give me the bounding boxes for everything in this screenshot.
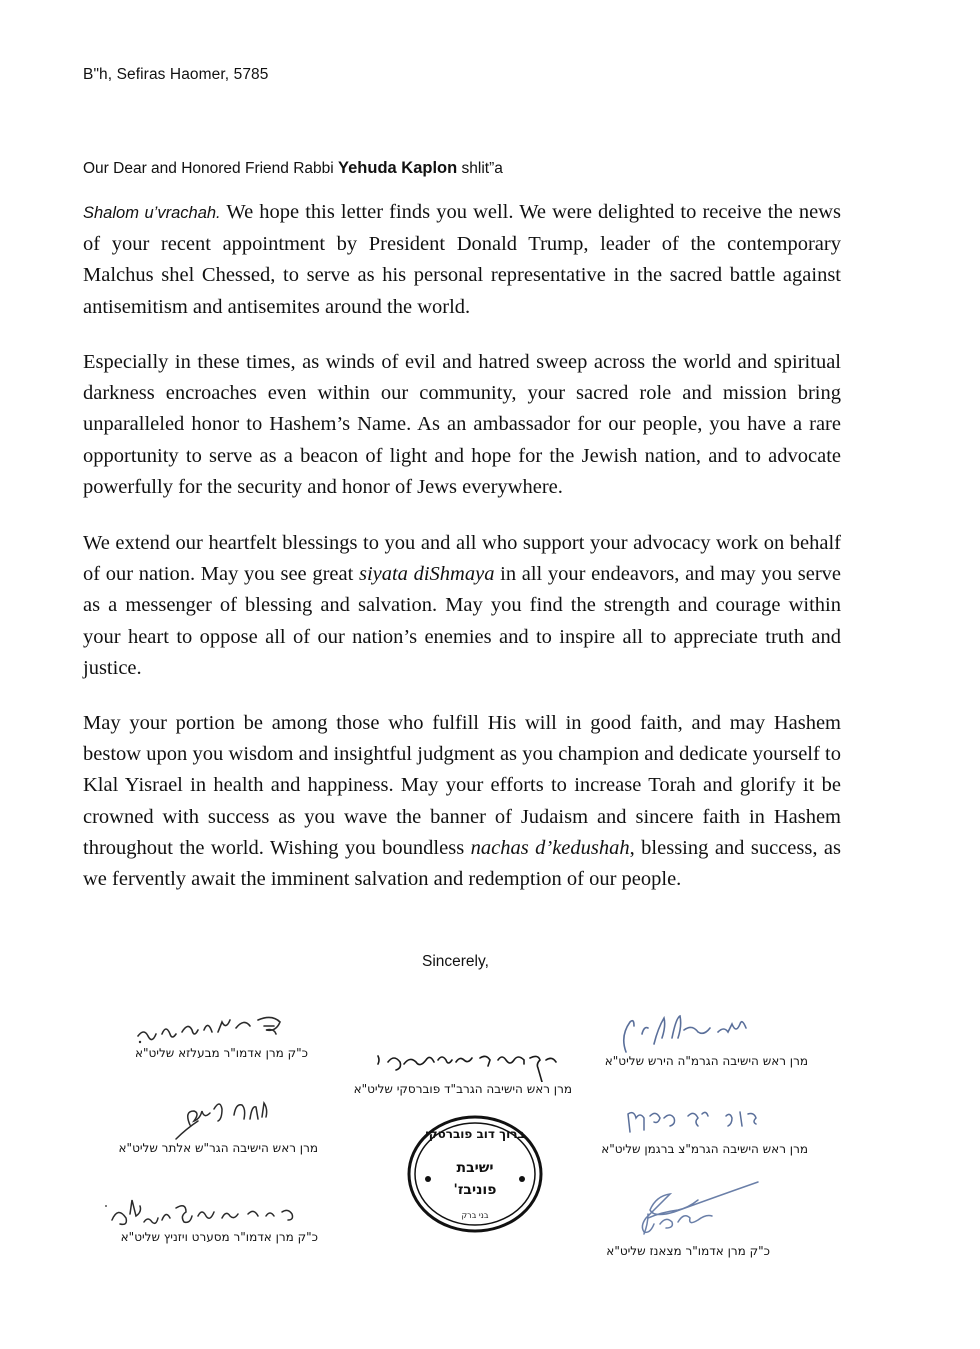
stamp-seal-icon [406,1114,544,1234]
paragraph-3 [83,528,841,684]
yeshiva-stamp [406,1114,544,1234]
handwritten-signature-icon [598,1102,808,1142]
paragraph-4-italic: nachas d’kedushah [470,836,630,859]
handwritten-signature-icon [370,1044,572,1082]
paragraph-4 [83,708,841,895]
signature-title: כ"ק מרן אדמו"ר מבעלזא שליט"א [134,1046,308,1060]
signature-povarsky [353,1044,572,1096]
handwritten-signature-icon [98,1196,318,1230]
stamp-ring-text: ברוך דוב פוברסקי [425,1127,525,1141]
handwritten-signature-icon [110,1095,318,1141]
signature-alter [110,1095,318,1155]
recipient-name: Yehuda Kaplon [338,159,458,177]
paragraph-4-text-b: , blessing and success, as we fervently await the imminent salvation and redemption of our people. [83,836,841,891]
date-line: B"h, Sefiras Haomer, 5785 [83,66,269,83]
signature-title: מרן ראש הישיבה הגר"ש אלתר שליט"א [118,1141,318,1155]
signature-bergman [598,1102,808,1156]
signature-hirsch [598,1014,808,1068]
salutation [83,159,503,178]
paragraph-2-text: Especially in these times, as winds of evil and hatred sweep across the world and spiritual darkness encroaches even within our community, your sacred role and mission bring unparalleled honor to Hashem’s Name. As an ambassador for our people, you have a rare opportunity to serve as a beacon of light and hope for the Jewish nation, and to advocate powerfully for the security and honor of Jews everywhere. [83,351,841,498]
stamp-center-line-2: פוניבז' [453,1182,497,1198]
paragraph-1 [83,197,841,323]
paragraph-1-text: We hope this letter finds you well. We were delighted to receive the news of your recent appointment by President Donald Trump, leader of the contemporary Malchus shel Chessed, to serve as his personal representative in the sacred battle against antisemitism and antisemites around the world. [83,201,841,318]
paragraph-3-italic: siyata diShmaya [358,563,495,586]
stamp-bottom-text: בני ברק [461,1211,489,1220]
paragraph-4-text-a: May your portion be among those who fulfill His will in good faith, and may Hashem bestow upon you wisdom and insightful judgment as you champion and dedicate yourself to Klal Yisrael in health and happiness. May your efforts to increase Torah and glorify it be crowned with success as you wave the banner of Judaism and sincere faith in Hashem throughout the world. Wishing you boundless [83,712,841,859]
closing: Sincerely, [422,953,489,970]
handwritten-signature-icon [598,1014,808,1054]
paragraph-2 [83,347,841,503]
greeting-italic: Shalom u’vrachah. [83,204,221,222]
signature-title: כ"ק מרן אדמו"ר מצאנז שליט"א [606,1244,770,1258]
signature-belz [118,1012,308,1060]
signature-title: מרן ראש הישיבה הגרמ"צ ברגמן שליט"א [601,1142,808,1156]
handwritten-signature-icon [598,1178,770,1244]
signature-title: כ"ק מרן אדמו"ר מסערט ויזניץ שליט"א [120,1230,318,1244]
salutation-suffix: shlit”a [457,160,503,177]
paragraph-3-text-b: in all your endeavors, and may you serve as a messenger of blessing and salvation. May you find the strength and courage within your heart to oppose all of our nation’s enemies and to inspire all to appreciate truth and justice. [83,563,841,679]
signature-seret-vizhnitz [98,1196,318,1244]
signature-title: מרן ראש הישיבה הגרמ"ה הירש שליט"א [604,1054,808,1068]
stamp-center-line-1: ישיבת [456,1160,494,1176]
paragraph-3-text-a: We extend our heartfelt blessings to you and all who support your advocacy work on behalf of our nation. May you see great [83,532,841,586]
signature-sanz [598,1178,770,1258]
handwritten-signature-icon [118,1012,308,1046]
signature-title: מרן ראש הישיבה הגרב"ד פוברסקי שליט"א [353,1082,572,1096]
salutation-prefix: Our Dear and Honored Friend Rabbi [83,160,339,177]
